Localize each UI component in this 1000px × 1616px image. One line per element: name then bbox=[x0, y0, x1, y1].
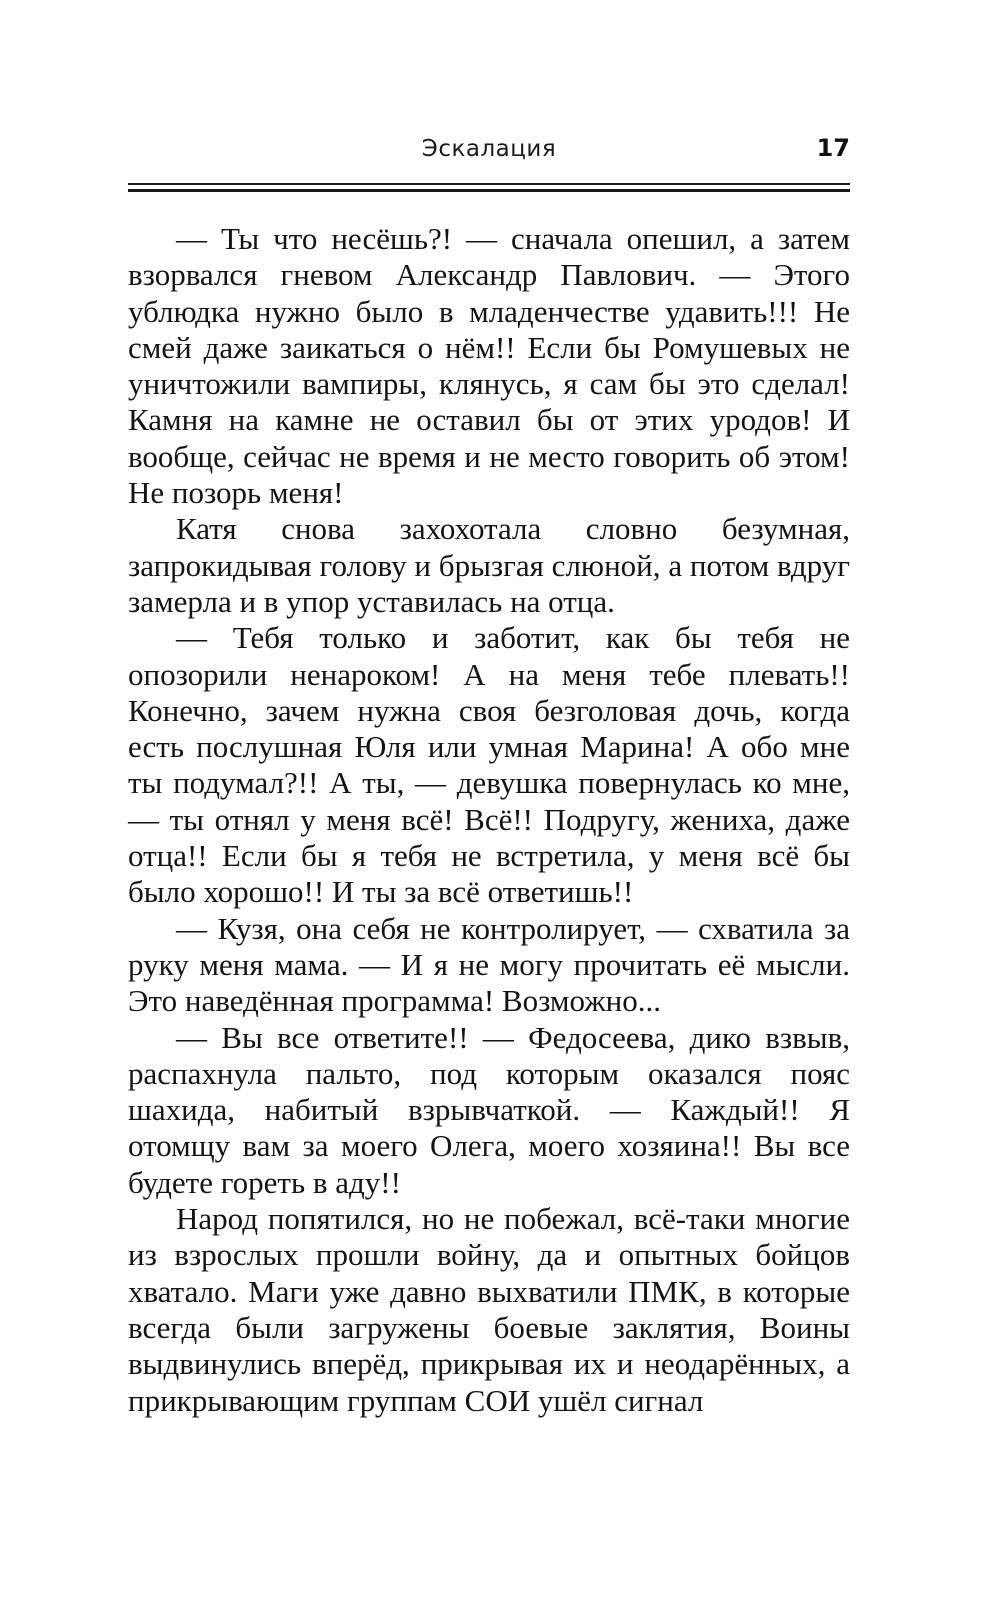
paragraph: Народ попятился, но не побежал, всё-таки многие из взрослых прошли войну, да и опытных бойцов хватало. Маги уже давно выхватили ПМК, в которые всегда были загружены боевые заклятия, Воины выдвинулись вперёд, прикрывая их и неодарённых, а прикрывающим группам СОИ ушёл сигнал bbox=[128, 1201, 850, 1418]
paragraph: — Кузя, она себя не контролирует, — схватила за руку меня мама. — И я не могу прочитать её мысли. Это наведённая программа! Возможно... bbox=[128, 910, 850, 1019]
paragraph: Катя снова захохотала словно безумная, запрокидывая голову и брызгая слюной, а потом вдруг замерла и в упор уставилась на отца. bbox=[128, 511, 850, 619]
paragraph: — Ты что несёшь?! — сначала опешил, а затем взорвался гневом Александр Павлович. — Этого ублюдка нужно было в младенчестве удавить!!! Не смей даже заикаться о нём!! Если бы Ромушевых не уничтожили вампиры, клянусь, я сам бы это сделал! Камня на камне не оставил бы от этих уродов! И вообще, сейчас не время и не место говорить об этом! Не позорь меня! bbox=[128, 221, 850, 511]
paragraph: — Вы все ответите!! — Федосеева, дико взвыв, распахнула пальто, под которым оказался пояс шахида, набитый взрывчаткой. — Каждый!! Я отомщу вам за моего Олега, моего хозяина!! Вы все будете гореть в аду!! bbox=[128, 1019, 850, 1200]
header-rule-top bbox=[128, 183, 850, 185]
header-rule-bottom bbox=[128, 189, 850, 192]
page-number: 17 bbox=[816, 134, 850, 162]
body-text bbox=[128, 221, 850, 1419]
paragraph: — Тебя только и заботит, как бы тебя не опозорили ненароком! А на меня тебе плевать!! Конечно, зачем нужна своя безголовая дочь, когда есть послушная Юля или умная Марина! А обо мне ты подумал?!! А ты, — девушка повернулась ко мне, — ты отнял у меня всё! Всё!! Подругу, жениха, даже отца!! Если бы я тебя не встретила, у меня всё бы было хорошо!! И ты за всё ответишь!! bbox=[128, 620, 850, 910]
running-head bbox=[128, 136, 850, 176]
running-title: Эскалация bbox=[421, 136, 557, 162]
